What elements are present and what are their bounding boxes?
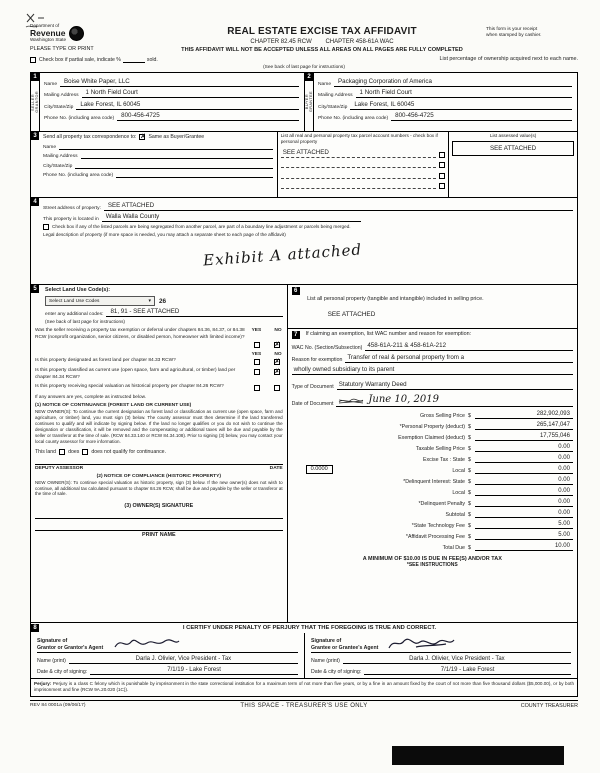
grantee-date-city-field[interactable]: 7/1/19 - Lake Forest [364, 667, 571, 675]
corr-city-label: City/State/Zip [43, 163, 73, 169]
dollar-sign: $ [467, 424, 471, 431]
yes-header: YES [251, 328, 262, 334]
if-yes-note: If any answers are yes, complete as instructed below. [35, 393, 146, 399]
dollar-sign: $ [467, 501, 471, 508]
street-address-label: Street address of property: [43, 206, 101, 212]
form-body [30, 72, 578, 697]
state-technology-fee-field[interactable]: 5.00 [475, 521, 573, 529]
perjury-paragraph [31, 678, 577, 695]
buyer-mailing-label: Mailing Address [318, 93, 353, 99]
this-land-label: This land [35, 448, 57, 455]
send-correspondence-label: Send all property tax correspondence to: [43, 134, 137, 141]
owners-signature-heading: (3) OWNER(S) SIGNATURE [124, 503, 194, 510]
section-6-number: 6 [292, 287, 300, 295]
type-of-document-label: Type of Document [291, 384, 334, 391]
grantee-name-print-field[interactable]: Darla J. Olivier, Vice President - Tax [343, 656, 571, 664]
dollar-sign: $ [467, 512, 471, 519]
exemption-section [288, 329, 577, 377]
buyer-name-field[interactable]: Packaging Corporation of America [334, 78, 572, 87]
question-historic: Is this property receiving special valuation as historical property per chapter 84.26 RCW? [35, 383, 224, 389]
exemption-no-checkbox[interactable]: ✗ [274, 342, 280, 349]
seller-city-label: City/State/Zip [44, 104, 74, 110]
exemption-claimed-field[interactable]: 17,755,046 [475, 433, 573, 441]
reason-field-line2[interactable]: wholly owned subsidiary to its parent [292, 366, 573, 375]
seller-section [31, 73, 304, 131]
buyer-city-label: City/State/Zip [318, 104, 348, 110]
middle-columns [31, 284, 577, 622]
signatures-row [31, 633, 577, 678]
print-name-label: PRINT NAME [142, 532, 176, 539]
parties-row [31, 73, 577, 131]
personal-property-deduct-field[interactable]: 265,147,047 [475, 422, 573, 430]
question-current-use: Is this property classified as current use (open space, farm and agricultural, or timber) land per chapter 84.34 RCW? [35, 368, 236, 380]
land-use-dropdown[interactable] [45, 296, 155, 306]
buyer-section [304, 73, 577, 131]
seller-city-field[interactable]: Lake Forest, IL 60045 [76, 101, 299, 110]
buyer-side-word1: BUYER [305, 94, 309, 110]
section-3-number: 3 [31, 132, 39, 140]
gross-selling-price-field[interactable]: 282,902,093 [475, 411, 573, 419]
handwritten-date: June 10, 2019 [368, 394, 439, 406]
dept-line1: Department of [30, 23, 60, 28]
exemption-header: If claiming an exemption, list WAC number and reason for exemption: [305, 331, 472, 338]
dor-seal-icon [69, 26, 84, 41]
seller-name-field[interactable]: Boise White Paper, LLC [60, 78, 299, 87]
type-of-document-field[interactable]: Statutory Warranty Deed [337, 381, 573, 390]
certify-statement: I CERTIFY UNDER PENALTY OF PERJURY THAT THE FOREGOING IS TRUE AND CORRECT. [182, 625, 437, 632]
chevron-down-icon: ▾ [148, 298, 151, 305]
corr-city-field[interactable] [75, 162, 272, 169]
same-as-buyer-checkbox[interactable]: ✗ [140, 134, 146, 141]
same-as-buyer-label: Same as Buyer/Grantee [148, 134, 205, 141]
notice-compliance-title: (2) NOTICE OF COMPLIANCE (HISTORIC PROPERTY) [96, 473, 221, 479]
see-instructions-note: *SEE INSTRUCTIONS [406, 562, 458, 569]
certification-header [31, 622, 577, 633]
personal-property-checkbox-4[interactable] [439, 183, 445, 189]
located-county-field[interactable]: Walla Walla County [102, 213, 361, 222]
see-back-note-2: (See back of last page for instructions) [45, 319, 125, 325]
form-header [30, 24, 578, 45]
delinquent-interest-state-field[interactable]: 0.00 [475, 477, 573, 485]
question-forest-land: Is this property designated as forest land per chapter 84.33 RCW? [35, 358, 176, 364]
corr-name-field[interactable] [59, 143, 273, 150]
fee-label: *Personal Property (deduct) [399, 424, 465, 431]
buyer-name-label: Name [318, 81, 332, 87]
correspondence-section [31, 131, 577, 197]
fee-label: Taxable Selling Price [415, 446, 465, 453]
seller-side-label [31, 73, 40, 131]
notice-continuance-title: (1) NOTICE OF CONTINUANCE (FOREST LAND OR CURRENT USE) [35, 402, 192, 408]
grantor-signature [111, 635, 181, 651]
dollar-sign: $ [467, 523, 471, 530]
question-exemption: Was the seller receiving a property tax exemption or deferral under chapters 84.36, 84.37, or 84.38 RCW (nonprofit organization, senior citizens, or disabled person, homeowner with limited income)? [35, 328, 245, 340]
footer-row [30, 700, 578, 709]
grantee-name-print-label: Name (print) [311, 658, 340, 665]
perjury-label: Perjury: [34, 681, 52, 687]
dept-line2: Revenue [30, 27, 66, 38]
buyer-side-word2: GRANTEE [309, 91, 313, 113]
section-5-number: 5 [31, 285, 39, 293]
personal-property-section [288, 285, 577, 329]
grantee-date-city-label: Date & city of signing: [311, 669, 362, 676]
personal-property-checkbox-3[interactable] [439, 173, 445, 179]
seller-phone-label: Phone No. (including area code) [44, 116, 115, 122]
dollar-sign: $ [467, 446, 471, 453]
notice-compliance-body: NEW OWNER(S): To continue special valuation as historic property, sign (3) below. If the new owner(s) does not wish to continue, all additional tax calculated pursuant to chapter 84.26 RCW, shall be due and payable by the seller or transferor at the time of sale. [35, 479, 283, 497]
receipt-note-line1: This form is your receipt [486, 27, 538, 32]
additional-codes-field[interactable]: 81, 91 - SEE ATTACHED [106, 308, 282, 317]
please-type-label: PLEASE TYPE OR PRINT [30, 46, 94, 52]
fee-label: Excise Tax : State [422, 457, 465, 464]
receipt-note-line2: when stamped by cashier. [486, 33, 542, 39]
dollar-sign: $ [467, 468, 471, 475]
land-does-not-checkbox[interactable] [82, 449, 88, 455]
forest-yes-checkbox[interactable] [254, 359, 260, 365]
exemption-yes-checkbox[interactable] [254, 342, 260, 348]
delinquent-interest-local-field[interactable]: 0.00 [475, 488, 573, 496]
crossed-out-date-scribble [338, 397, 364, 405]
dollar-sign: $ [467, 545, 471, 552]
corr-name-label: Name [43, 144, 57, 150]
ownership-note: List percentage of ownership acquired next to each name. [439, 56, 578, 63]
grantor-signature-line[interactable] [37, 635, 298, 653]
reason-field-line1[interactable]: Transfer of real & personal property from a [345, 354, 573, 363]
buyer-city-field[interactable]: Lake Forest, IL 60045 [350, 101, 572, 110]
fees-table [288, 407, 577, 551]
wac-label: WAC No. (Section/Subsection) [291, 345, 363, 352]
perjury-text: Perjury is a class C felony which is punishable by imprisonment in the state correctional institution for a maximum term of not more than five years, or by a fine in an amount fixed by the court of not more than five thousand dollars ($5,000.00), or by both imprisonment and fine (RCW 9A.20.020 (1C)). [34, 681, 574, 693]
does-not-label: does not qualify for continuance. [91, 448, 167, 455]
additional-codes-label: enter any additional codes: [45, 312, 104, 318]
fee-label: *Affidavit Processing Fee [405, 534, 465, 541]
subtotal-field[interactable]: 0.00 [475, 510, 573, 518]
fee-label: Subtotal [445, 512, 465, 519]
current-use-no-checkbox[interactable]: ✗ [274, 369, 280, 376]
grantor-name-print-field[interactable]: Darla J. Olivier, Vice President - Tax [69, 656, 298, 664]
corr-mailing-label: Mailing Address [43, 154, 78, 160]
right-column [288, 285, 577, 622]
handwritten-exhibit-note: Exhibit A attached [202, 240, 363, 270]
buyer-phone-field[interactable]: 800-456-4725 [391, 112, 572, 121]
fee-label: Local [452, 468, 465, 475]
section-7-number: 7 [292, 331, 300, 339]
dollar-sign: $ [467, 413, 471, 420]
excise-tax-local-field[interactable]: 0.00 [475, 466, 573, 474]
grantee-sig-label-1: Signature of [311, 638, 342, 645]
buyer-side-label [305, 73, 314, 131]
grantee-signature-line[interactable] [311, 635, 571, 653]
grantor-date-city-label: Date & city of signing: [37, 669, 88, 676]
yes-header-2: YES [251, 352, 262, 358]
land-use-code-value[interactable]: 26 [159, 297, 167, 305]
seller-name-label: Name [44, 81, 58, 87]
forest-no-checkbox[interactable]: ✗ [274, 359, 280, 366]
dept-line3: Washington State [30, 36, 67, 42]
grantor-sig-label-2: Grantor or Grantor's Agent [37, 644, 104, 651]
section-2-number: 2 [305, 73, 313, 81]
fee-label: *Delinquent Interest: State [403, 479, 465, 486]
county-treasurer-label: COUNTY TREASURER [520, 702, 578, 709]
street-address-field[interactable]: SEE ATTACHED [104, 202, 573, 211]
assessed-value-field[interactable]: SEE ATTACHED [452, 141, 574, 156]
personal-property-label: List all personal property (tangible and intangible) included in selling price. [307, 296, 484, 303]
parcel-numbers-header: List all real and personal property tax parcel account numbers - check box if personal property [280, 133, 438, 145]
buyer-mailing-field[interactable]: 1 North Field Court [356, 89, 572, 98]
owner-signature-line[interactable] [35, 518, 283, 519]
section-1-number: 1 [31, 73, 39, 81]
fee-label: Exemption Claimed (deduct) [398, 435, 465, 442]
fee-label: Total Due [442, 545, 465, 552]
corr-mailing-field[interactable] [81, 152, 273, 159]
section-8-number: 8 [31, 624, 39, 632]
form-revision-number: REV 84 0001a (09/06/17) [30, 703, 86, 709]
deputy-assessor-signature-line[interactable] [35, 464, 283, 465]
wac-field[interactable]: 458-61A-211 & 458-61A-212 [365, 342, 573, 351]
fee-label: *State Technology Fee [411, 523, 465, 530]
date-of-document-field[interactable] [336, 394, 573, 407]
grantee-signature-block [304, 633, 577, 678]
segregated-checkbox[interactable] [43, 224, 49, 230]
dor-logo [30, 24, 158, 43]
parcel-number-field[interactable] [281, 182, 436, 189]
local-rate-box[interactable]: 0.0000 [306, 465, 333, 474]
reason-label: Reason for exemption [291, 357, 343, 364]
grantee-sig-label-2: Grantee or Grantee's Agent [311, 644, 379, 651]
no-header: NO [274, 328, 282, 334]
seller-mailing-field[interactable]: 1 North Field Court [82, 89, 299, 98]
delinquent-penalty-field[interactable]: 0.00 [475, 499, 573, 507]
dollar-sign: $ [467, 490, 471, 497]
form-title: REAL ESTATE EXCISE TAX AFFIDAVIT [227, 26, 417, 37]
parcel-number-field[interactable] [281, 161, 436, 168]
partial-sale-label: Check box if partial sale, indicate % [39, 57, 121, 64]
seller-mailing-label: Mailing Address [44, 93, 79, 99]
assessed-values-header: List assessed value(s) [489, 133, 537, 139]
land-use-dropdown-text: Select Land Use Codes [49, 298, 100, 304]
parcel-number-field[interactable] [281, 172, 436, 179]
grantor-name-print-label: Name (print) [37, 658, 66, 665]
historic-yes-checkbox[interactable] [254, 385, 260, 391]
land-use-label: Select Land Use Code(s): [45, 287, 111, 294]
taxable-selling-price-field[interactable]: 0.00 [475, 444, 573, 452]
fee-label: Gross Selling Price [419, 413, 465, 420]
dollar-sign: $ [467, 435, 471, 442]
chapter-line [158, 39, 486, 45]
excise-tax-state-field[interactable]: 0.00 [475, 455, 573, 463]
chapter-wac: CHAPTER 458-61A WAC [325, 39, 394, 45]
dollar-sign: $ [467, 457, 471, 464]
total-due-field[interactable]: 10.00 [475, 543, 573, 551]
partial-sale-checkbox[interactable] [30, 57, 36, 63]
see-back-note: (See back of last page for instructions) [263, 65, 345, 71]
parcel-number-field[interactable]: SEE ATTACHED [281, 149, 436, 158]
segregated-note: Check box if any of the listed parcels are being segregated from another parcel, are part of a boundary line adjustment or parcels being merged. [52, 224, 351, 230]
treasurer-space-label: THIS SPACE - TREASURER'S USE ONLY [240, 702, 368, 709]
owner-print-name-line[interactable] [35, 530, 283, 531]
legal-description-area[interactable] [43, 238, 573, 284]
located-in-label: This property is located in [43, 217, 99, 223]
seller-side-word2: GRANTOR [35, 91, 39, 113]
seller-phone-field[interactable]: 800-456-4725 [117, 112, 299, 121]
no-header-2: NO [274, 352, 282, 358]
land-does-checkbox[interactable] [59, 449, 65, 455]
legal-description-label: Legal description of property (if more space is needed, you may attach a separate sheet to each page of the affidavit) [43, 232, 286, 238]
fee-label: Local [452, 490, 465, 497]
seller-side-word1: SELLER [31, 93, 35, 111]
redaction-box [392, 746, 564, 765]
personal-property-checkbox-2[interactable] [439, 162, 445, 168]
minimum-due-note: A MINIMUM OF $10.00 IS DUE IN FEE(S) AND/OR TAX [362, 556, 502, 563]
land-use-section [31, 285, 288, 622]
dollar-sign: $ [467, 479, 471, 486]
affidavit-processing-fee-field[interactable]: 5.00 [475, 532, 573, 540]
corr-phone-label: Phone No. (including area code) [43, 173, 114, 179]
section-4-number: 4 [31, 198, 39, 206]
does-label: does [68, 448, 80, 455]
grantor-date-city-field[interactable]: 7/1/19 - Lake Forest [90, 667, 298, 675]
receipt-note [486, 24, 578, 40]
personal-property-checkbox-1[interactable] [439, 152, 445, 158]
date-of-document-label: Date of Document [291, 401, 334, 408]
chapter-rcw: CHAPTER 82.45 RCW [250, 39, 312, 45]
partial-sale-percent-field[interactable] [123, 57, 145, 63]
deputy-date-label: DATE [269, 465, 283, 471]
grantee-signature [386, 635, 456, 651]
fee-label: *Delinquent Penalty [418, 501, 465, 508]
dollar-sign: $ [467, 534, 471, 541]
notice-continuance-body: NEW OWNER(S): To continue the current designation as forest land or classification as current use (open space, farm and agriculture, or timber) land, you must sign (3) below. The county assessor must then determine if the land transferred continues to qualify and will indicate by signing below. If the land no longer qualifies or you do not wish to continue the designation or classification, it will be removed and the compensating or additional taxes will be due and payable by the seller or transferor at the time of sale. (RCW 84.33.140 or RCW 84.34.108). Prior to signing (3) below, you may contact your local county assessor for more information. [35, 408, 283, 444]
personal-property-field[interactable]: SEE ATTACHED [327, 311, 376, 319]
grantor-sig-label-1: Signature of [37, 638, 68, 645]
current-use-yes-checkbox[interactable] [254, 369, 260, 375]
historic-no-checkbox[interactable] [274, 385, 280, 391]
warning-line: THIS AFFIDAVIT WILL NOT BE ACCEPTED UNLESS ALL AREAS ON ALL PAGES ARE FULLY COMPLETED [181, 47, 463, 54]
partial-sale-suffix: sold. [146, 57, 158, 64]
corr-phone-field[interactable] [116, 171, 273, 178]
deputy-assessor-label: DEPUTY ASSESSOR [35, 465, 84, 471]
buyer-phone-label: Phone No. (including area code) [318, 116, 389, 122]
property-location-section [31, 197, 577, 284]
grantor-signature-block [31, 633, 304, 678]
